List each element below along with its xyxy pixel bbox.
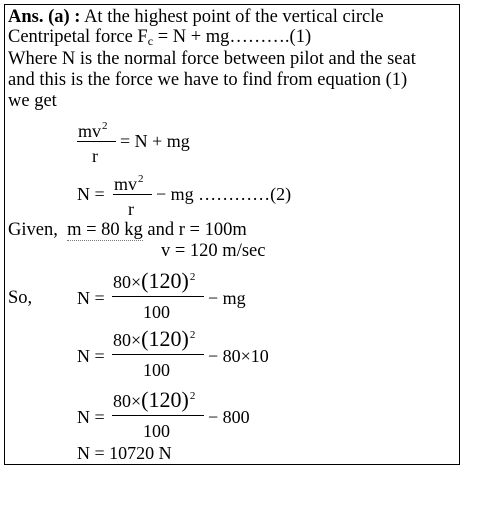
step1-numerator: $80\times(120)^2$ bbox=[113, 268, 196, 293]
answer-intro-text: At the highest point of the vertical circle bbox=[80, 7, 384, 27]
answer-label: Ans. (a) : bbox=[8, 7, 81, 27]
step1-denominator: 100 bbox=[143, 302, 170, 322]
answer-line-5: we get bbox=[8, 91, 57, 111]
step1-lhs: N = bbox=[77, 288, 105, 308]
answer-line-1 bbox=[8, 8, 384, 27]
given-line bbox=[8, 221, 247, 240]
step2-denominator: 100 bbox=[143, 360, 170, 380]
eq2-fraction-bar bbox=[113, 194, 152, 195]
eq2-lhs: N = bbox=[77, 184, 105, 204]
eq1-numerator: $mv^2$ bbox=[78, 120, 108, 141]
so-label: So, bbox=[8, 288, 33, 308]
given-velocity: v = 120 m/sec bbox=[161, 241, 266, 261]
eq2-numerator: $mv^2$ bbox=[114, 173, 144, 194]
step3-lhs: N = bbox=[77, 407, 105, 427]
step3-fraction-bar bbox=[112, 415, 204, 416]
final-result: N = 10720 N bbox=[77, 443, 172, 463]
centripetal-text: Centripetal force F bbox=[8, 27, 148, 47]
subscript-c: c bbox=[147, 34, 154, 48]
answer-line-2 bbox=[8, 28, 311, 47]
step3-rhs: − 800 bbox=[208, 407, 250, 427]
step1-rhs: − mg bbox=[208, 288, 246, 308]
step2-lhs: N = bbox=[77, 346, 105, 366]
step2-fraction-bar bbox=[112, 354, 204, 355]
eq2-rhs: − mg …………(2) bbox=[156, 184, 292, 204]
eq1-denominator: r bbox=[92, 146, 98, 166]
step3-numerator: $80\times(120)^2$ bbox=[113, 387, 196, 412]
step2-rhs: − 80×10 bbox=[208, 346, 269, 366]
given-mass: m = 80 kg bbox=[67, 220, 143, 240]
step2-numerator: $80\times(120)^2$ bbox=[113, 326, 196, 351]
answer-line-4: and this is the force we have to find from equation (1) bbox=[8, 70, 408, 90]
given-prefix: Given, bbox=[8, 220, 58, 240]
given-radius: and r = 100m bbox=[142, 220, 247, 240]
step1-fraction-bar bbox=[112, 296, 204, 297]
answer-line-3: Where N is the normal force between pilot and the seat bbox=[8, 49, 416, 69]
eq1-fraction-bar bbox=[77, 141, 116, 142]
step3-denominator: 100 bbox=[143, 421, 170, 441]
eq2-denominator: r bbox=[128, 199, 134, 219]
eq1-rhs: = N + mg bbox=[120, 131, 190, 151]
centripetal-eq-text: = N + mg……….(1) bbox=[153, 27, 312, 47]
